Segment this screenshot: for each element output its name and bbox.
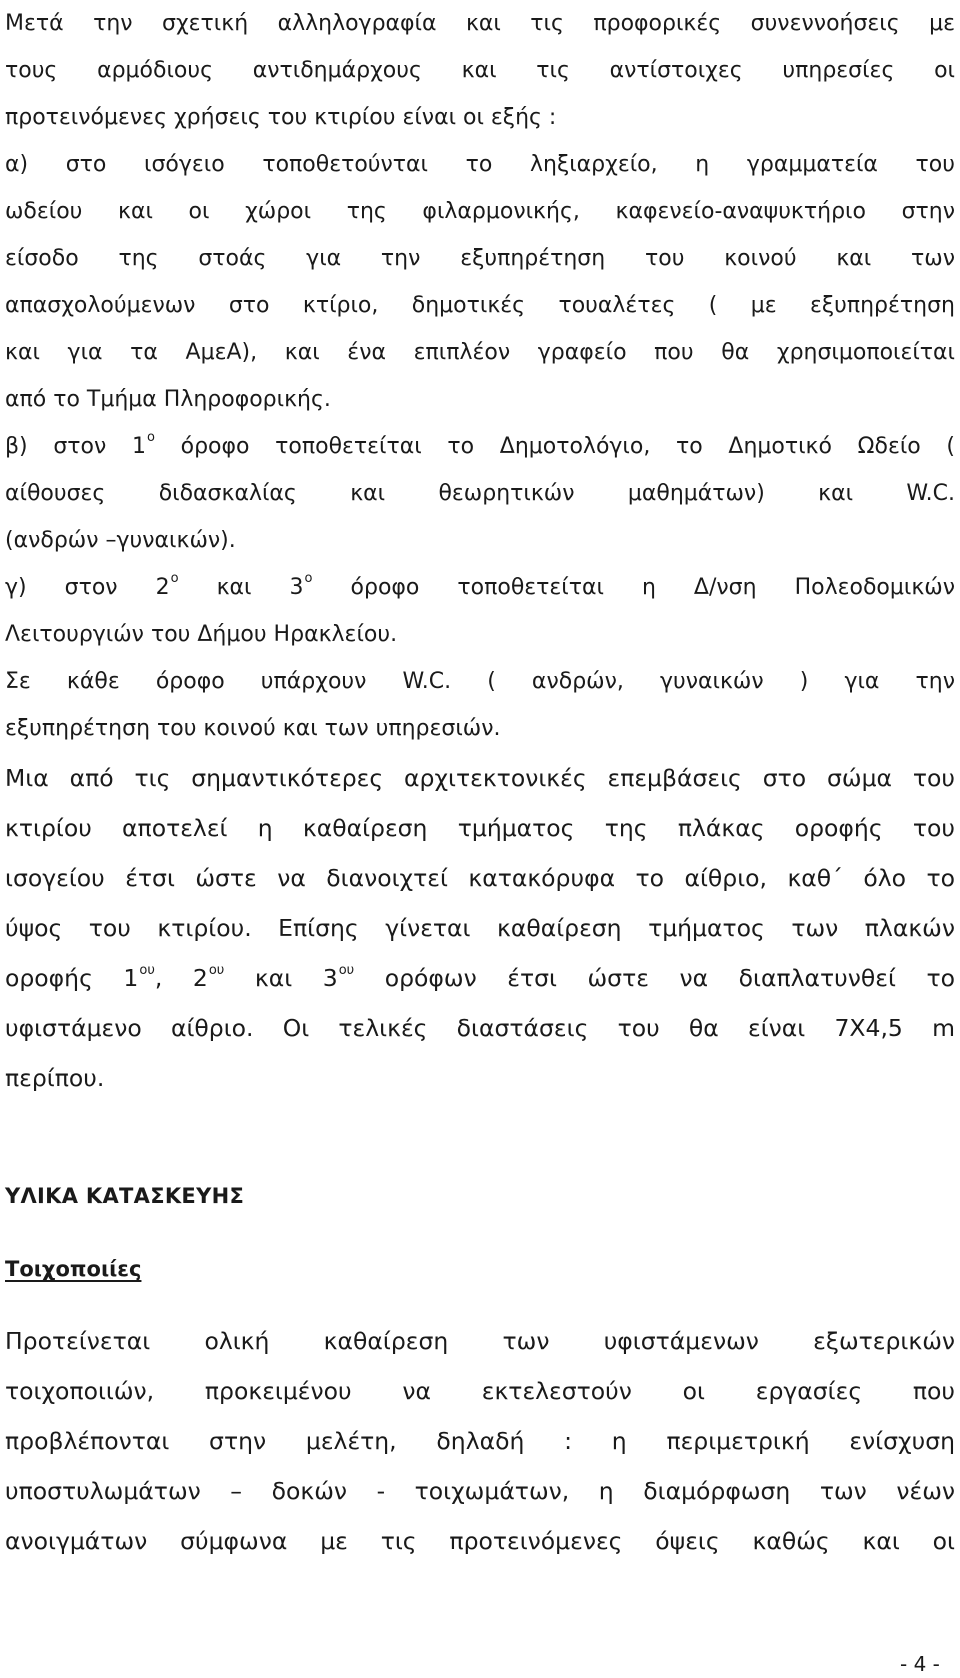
text-line: κτιρίου αποτελεί η καθαίρεση τμήματος της πλάκας οροφής του [5, 814, 955, 842]
text-line: α) στο ισόγειο τοποθετούνται το ληξιαρχείο, η γραμματεία του [5, 152, 955, 177]
text-line: ωδείου και οι χώροι της φιλαρμονικής, καφενείο-αναψυκτήριο στην [5, 199, 955, 224]
text-run: όροφο τοποθετείται το Δημοτολόγιο, το Δημοτικό Ωδείο ( [154, 434, 956, 459]
text-line [5, 423, 955, 470]
text-line: προτεινόμενες χρήσεις του κτιρίου είναι οι εξής : [5, 105, 557, 130]
superscript: ου [338, 963, 355, 978]
text-line: τοιχοποιιών, προκειμένου να εκτελεστούν οι εργασίες που [5, 1377, 955, 1405]
text-line: ανοιγμάτων σύμφωνα με τις προτεινόμενες όψεις καθώς και οι [5, 1527, 955, 1555]
text-run: οροφής 1 [5, 964, 139, 992]
text-line: Μετά την σχετική αλληλογραφία και τις προφορικές συνεννοήσεις με [5, 11, 955, 36]
superscript: ο [170, 571, 179, 586]
text-line: εξυπηρέτηση του κοινού και των υπηρεσιών. [5, 716, 501, 741]
superscript: ο [146, 430, 155, 445]
superscript: ου [139, 963, 155, 978]
page-number: - 4 - [900, 1652, 940, 1676]
text-run: ορόφων έτσι ώστε να διαπλατυνθεί το [354, 964, 955, 992]
text-line: απασχολούμενων στο κτίριο, δημοτικές τουαλέτες ( με εξυπηρέτηση [5, 293, 955, 318]
text-line: περίπου. [5, 1064, 105, 1092]
text-line [5, 564, 955, 611]
section-heading: ΥΛΙΚΑ ΚΑΤΑΣΚΕΥΗΣ [5, 1184, 245, 1208]
text-run: και 3 [224, 964, 338, 992]
text-line: από το Τμήμα Πληροφορικής. [5, 387, 331, 412]
text-line: Λειτουργιών του Δήμου Ηρακλείου. [5, 622, 398, 647]
text-line: Προτείνεται ολική καθαίρεση των υφιστάμενων εξωτερικών [5, 1327, 955, 1355]
text-line: είσοδο της στοάς για την εξυπηρέτηση του κοινού και των [5, 246, 955, 271]
subsection-heading: Τοιχοποιίες [5, 1257, 142, 1281]
text-run: όροφο τοποθετείται η Δ/νση Πολεοδομικών [312, 575, 955, 600]
text-line: υποστυλωμάτων – δοκών - τοιχωμάτων, η διαμόρφωση των νέων [5, 1477, 955, 1505]
text-run: β) στον 1 [5, 434, 146, 459]
text-line: Μια από τις σημαντικότερες αρχιτεκτονικές επεμβάσεις στο σώμα του [5, 764, 955, 792]
text-line: και για τα ΑμεΑ), και ένα επιπλέον γραφείο που θα χρησιμοποιείται [5, 340, 955, 365]
text-run: , 2 [154, 964, 208, 992]
text-line: τους αρμόδιους αντιδημάρχους και τις αντίστοιχες υπηρεσίες οι [5, 58, 955, 83]
text-line: προβλέπονται στην μελέτη, δηλαδή : η περιμετρική ενίσχυση [5, 1427, 955, 1455]
superscript: ο [304, 571, 313, 586]
text-line: αίθουσες διδασκαλίας και θεωρητικών μαθημάτων) και W.C. [5, 481, 955, 506]
text-line [5, 953, 955, 1003]
text-run: και 3 [178, 575, 304, 600]
superscript: ου [208, 963, 225, 978]
text-line: υφιστάμενο αίθριο. Οι τελικές διαστάσεις του θα είναι 7Χ4,5 m [5, 1014, 955, 1042]
text-line: ισογείου έτσι ώστε να διανοιχτεί κατακόρυφα το αίθριο, καθ΄ όλο το [5, 864, 955, 892]
text-line: ύψος του κτιρίου. Επίσης γίνεται καθαίρεση τμήματος των πλακών [5, 914, 955, 942]
text-line: Σε κάθε όροφο υπάρχουν W.C. ( ανδρών, γυναικών ) για την [5, 669, 955, 694]
text-line: (ανδρών –γυναικών). [5, 528, 236, 553]
text-run: γ) στον 2 [5, 575, 170, 600]
